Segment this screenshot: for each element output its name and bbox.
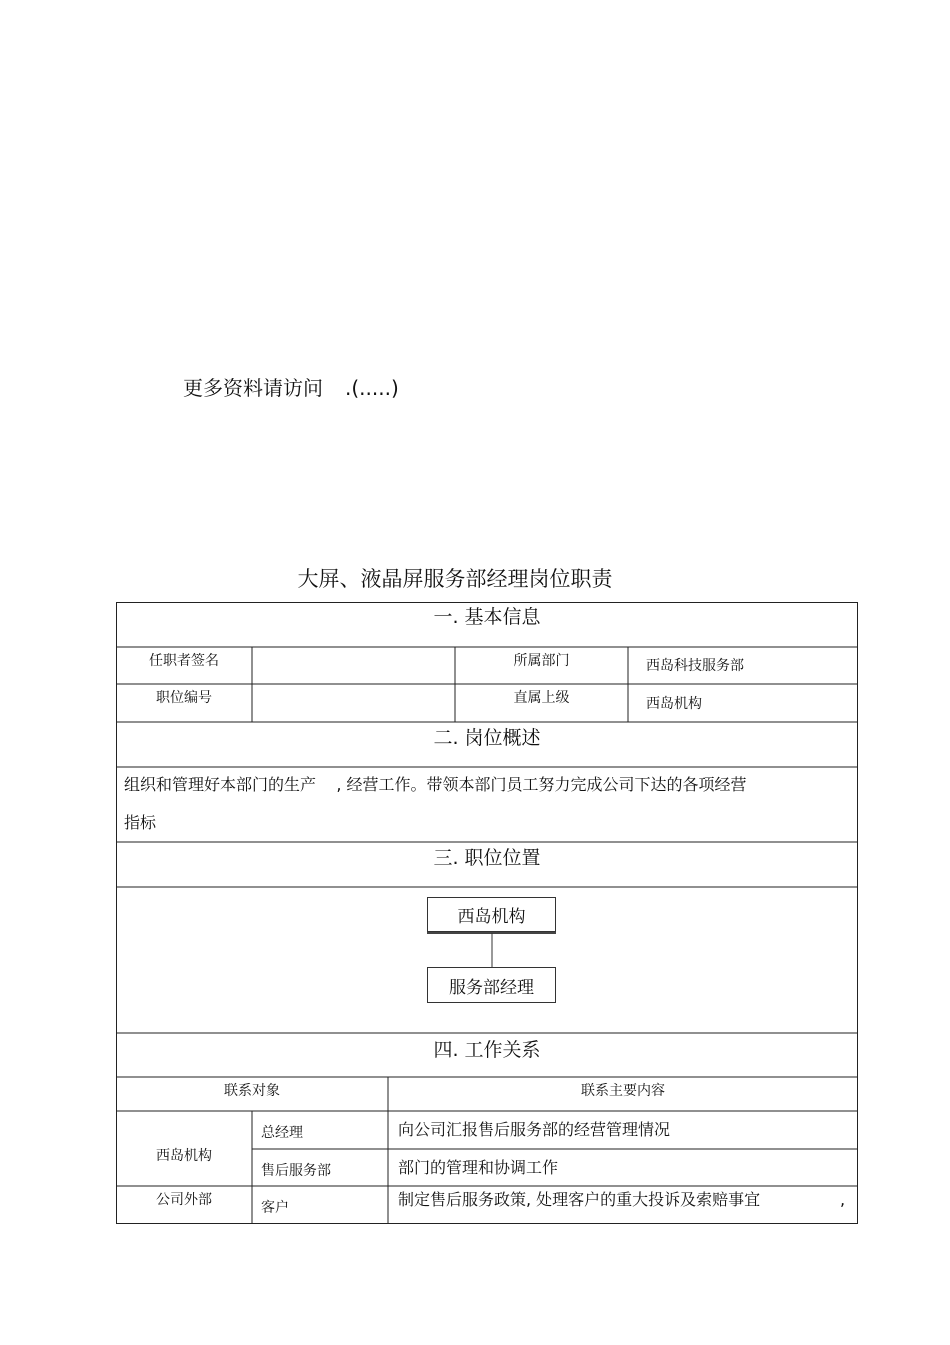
section3-heading: 三. 职位位置	[433, 847, 541, 869]
header-note-text: 更多资料请访问	[183, 376, 323, 400]
label-department: 所属部门	[513, 653, 570, 669]
group-xidao: 西岛机构	[156, 1148, 212, 1164]
relation-target-gm: 总经理	[261, 1125, 303, 1141]
label-position-code: 职位编号	[156, 690, 212, 706]
header-note	[183, 372, 399, 401]
relation-content-customer: 制定售后服务政策, 处理客户的重大投诉及索赔事宜	[398, 1190, 761, 1209]
relation-target-aftersales: 售后服务部	[261, 1163, 331, 1179]
value-supervisor: 西岛机构	[646, 696, 702, 712]
section2-heading: 二. 岗位概述	[433, 727, 541, 749]
header-note-suffix: .(.....)	[345, 376, 399, 400]
value-position-code	[252, 687, 455, 719]
label-signature: 任职者签名	[149, 653, 219, 669]
value-department: 西岛科技服务部	[646, 658, 744, 674]
relation-target-customer: 客户	[261, 1200, 289, 1216]
section1-heading: 一. 基本信息	[433, 606, 541, 628]
summary-line2: 指标	[124, 813, 157, 832]
document-title: 大屏、液晶屏服务部经理岗位职责	[297, 567, 613, 591]
org-box-parent: 西岛机构	[427, 897, 556, 932]
org-box-position: 服务部经理	[427, 967, 556, 1003]
summary-line1: 组织和管理好本部门的生产 , 经营工作。带领本部门员工努力完成公司下达的各项经营	[124, 775, 747, 794]
label-supervisor: 直属上级	[513, 690, 570, 706]
job-description-table	[116, 602, 858, 1224]
org-connector-line	[490, 933, 494, 967]
relation-content-gm: 向公司汇报售后服务部的经营管理情况	[398, 1120, 671, 1139]
value-signature	[252, 650, 455, 682]
group-external: 公司外部	[156, 1192, 212, 1208]
col-header-content: 联系主要内容	[581, 1083, 665, 1099]
col-header-object: 联系对象	[224, 1083, 280, 1099]
relation-content-aftersales: 部门的管理和协调工作	[398, 1158, 559, 1177]
relation-content-customer-trail: ,	[840, 1190, 846, 1209]
section4-heading: 四. 工作关系	[433, 1039, 541, 1061]
